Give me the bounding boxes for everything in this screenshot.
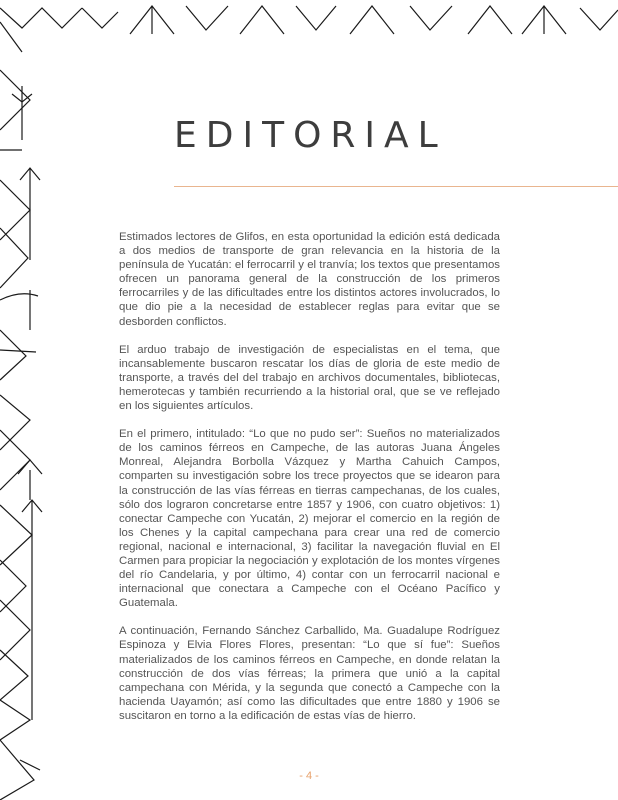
page-number: - 4 - <box>299 770 319 782</box>
page-title: EDITORIAL <box>174 115 447 156</box>
paragraph: El arduo trabajo de investigación de especialistas en el tema, que incansablemente buscaron rescatar los días de gloria de este medio de transporte, a través del del trabajo en archivos documentales, bibliotecas, hemerotecas y también recurriendo a la historial oral, que se ve reflejado en los siguientes artículos. <box>119 343 500 413</box>
paragraph: Estimados lectores de Glifos, en esta oportunidad la edición está dedicada a dos medios de transporte de gran relevancia en la historia de la península de Yucatán: el ferrocarril y el tranvía; los textos que presentamos ofrecen un panorama general de la construcción de los primeros ferrocarriles y de las dificultades entre los distintos actores involucrados, lo que dio pie a la necesidad de establecer reglas para evitar que se desborden conflictos. <box>119 231 500 328</box>
editorial-body <box>119 230 500 737</box>
paragraph: En el primero, intitulado: “Lo que no pudo ser”: Sueños no materializados de los caminos férreos en Campeche, de las autoras Juana Ángeles Monreal, Alejandra Borbolla Vázquez y Martha Cahuich Campos, comparten su investigación sobre los trece proyectos que se idearon para la construcción de las vías férreas en tierras campechanas, de los cuales, sólo dos lograron concretarse entre 1857 y 1906, con cuatro objetivos: 1) conectar Campeche con Yucatán, 2) mejorar el comercio en la región de los Chenes y la capital campechana para crear una red de comercio regional, nacional e internacional, 3) facilitar la navegación fluvial en El Carmen para propiciar la negociación y explotación de los montes vírgenes del río Candelaria, y por último, 4) contar con un ferrocarril nacional e internacional que conectara a Campeche con el Océano Pacífico y Guatemala. <box>119 428 500 610</box>
paragraph: A continuación, Fernando Sánchez Carballido, Ma. Guadalupe Rodríguez Espinoza y Elvia Flores Flores, presentan: “Lo que sí fue”: Sueños materializados de los caminos férreos en Campeche, en donde relatan la construcción de dos vías férreas; la primera que unió a la capital campechana con Mérida, y la segunda que conectó a Campeche con la hacienda Uayamón; así como las dificultades que entre 1880 y 1906 se suscitaron en torno a la edificación de estas vías de hierro. <box>119 625 500 722</box>
title-divider <box>174 186 618 187</box>
